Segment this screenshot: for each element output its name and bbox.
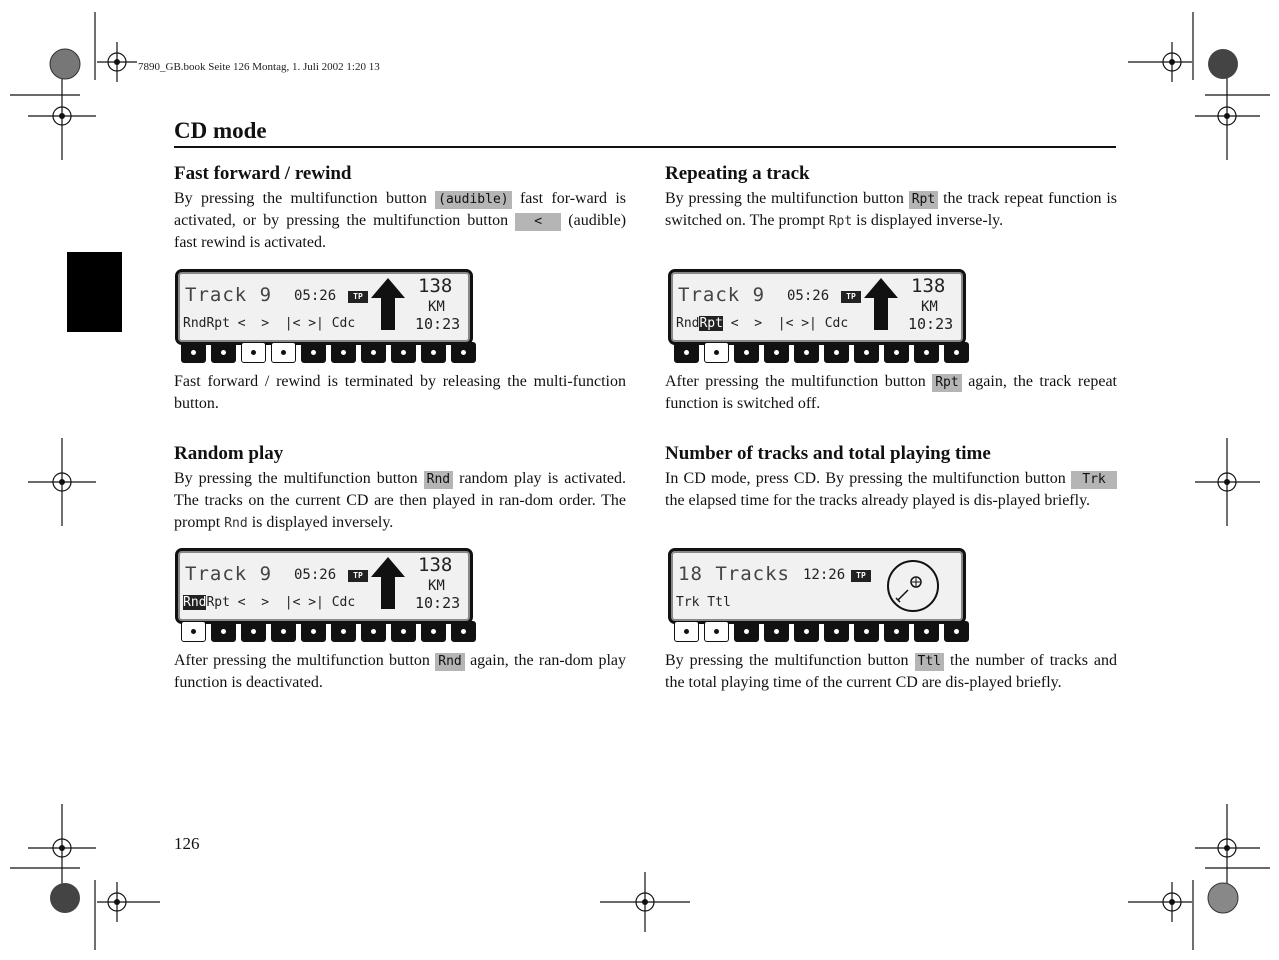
softkey (944, 621, 969, 642)
softkey (361, 621, 386, 642)
thumb-index-tab (67, 252, 122, 332)
softkey (301, 621, 326, 642)
display-line1: Track 9 (185, 284, 273, 306)
softkey (764, 342, 789, 363)
softkey-row-ff (181, 342, 476, 364)
softkey-active (181, 621, 206, 642)
section-rpt-note (665, 371, 1117, 415)
softkey (944, 342, 969, 363)
radio-display-trk (668, 548, 966, 624)
tp-badge: TP (348, 291, 368, 303)
section-body: After pressing the multifunction button Rnd again, the ran-dom play function is deactivated. (174, 652, 627, 691)
softkey (421, 621, 446, 642)
softkey (674, 342, 699, 363)
softkey (764, 621, 789, 642)
display-line1: Track 9 (678, 284, 766, 306)
navigation-arrow-icon (371, 278, 405, 330)
section-title: Number of tracks and total playing time (665, 443, 991, 464)
rewind-button-label: < (515, 213, 561, 231)
distance-value: 138 (418, 554, 453, 576)
navigation-arrow-icon (864, 278, 898, 330)
radio-display-rnd (175, 548, 473, 624)
softkey (734, 342, 759, 363)
softkey-active (271, 342, 296, 363)
radio-display-ff (175, 269, 473, 345)
softkey-row-trk (674, 621, 969, 643)
tp-badge: TP (841, 291, 861, 303)
softkey (451, 621, 476, 642)
softkey (331, 342, 356, 363)
rnd-button-label: Rnd (424, 471, 453, 489)
softkey (794, 342, 819, 363)
softkey (451, 342, 476, 363)
navigation-arrow-icon (371, 557, 405, 609)
tp-badge: TP (851, 570, 871, 582)
rpt-button-label: Rpt (909, 191, 938, 209)
distance-unit: KM (428, 299, 445, 315)
page-number: 126 (174, 834, 200, 853)
softkey (854, 342, 879, 363)
display-clock: 10:23 (415, 315, 461, 333)
distance-unit: KM (428, 578, 445, 594)
display-line1: Track 9 (185, 563, 273, 585)
section-title: Repeating a track (665, 163, 810, 184)
softkey-active (674, 621, 699, 642)
display-time: 05:26 (787, 288, 830, 304)
display-line1: 18 Tracks (678, 563, 790, 585)
rpt-button-label: Rpt (932, 374, 961, 392)
softkey (241, 621, 266, 642)
softkey-row-rnd (181, 621, 476, 643)
softkey (271, 621, 296, 642)
section-rnd-note (174, 650, 626, 694)
section-trk-note (665, 650, 1117, 694)
display-line2: Trk Ttl (676, 595, 731, 610)
display-time: 05:26 (294, 288, 337, 304)
section-track-count (665, 442, 1117, 512)
softkey-active (704, 342, 729, 363)
forward-button-label: (audible) (435, 191, 511, 209)
softkey (824, 342, 849, 363)
distance-value: 138 (911, 275, 946, 297)
softkey (301, 342, 326, 363)
display-line2: RndRpt < > |< >| Cdc (183, 316, 356, 331)
softkey (181, 342, 206, 363)
chapter-rule (174, 146, 1116, 148)
softkey (211, 342, 236, 363)
softkey-active (241, 342, 266, 363)
section-body: After pressing the multifunction button Rpt again, the track repeat function is switched off. (665, 373, 1117, 412)
section-body: In CD mode, press CD. By pressing the multifunction button Trk the elapsed time for the tracks already played is dis-played briefly. (665, 468, 1117, 512)
softkey (794, 621, 819, 642)
softkey (734, 621, 759, 642)
trk-button-label: Trk (1071, 471, 1117, 489)
display-clock: 10:23 (908, 315, 954, 333)
softkey (421, 342, 446, 363)
softkey (884, 621, 909, 642)
display-time: 12:26 (803, 567, 846, 583)
display-clock: 10:23 (415, 594, 461, 612)
softkey (914, 621, 939, 642)
section-title: Fast forward / rewind (174, 163, 352, 184)
section-body: By pressing the multifunction button Rpt the track repeat function is switched on. The prompt Rpt is displayed inverse-ly. (665, 190, 1118, 229)
section-title: Random play (174, 443, 284, 464)
section-fast-forward (174, 162, 626, 254)
distance-value: 138 (418, 275, 453, 297)
rpt-prompt: Rpt (828, 214, 853, 229)
display-line2: RndRpt < > |< >| Cdc (183, 595, 356, 610)
section-random-play (174, 442, 626, 535)
rnd-button-label: Rnd (435, 653, 464, 671)
section-body: By pressing the multifunction button Rnd random play is activated. The tracks on the current CD are then played in ran-dom order. The prompt Rnd is displayed inversely. (174, 470, 627, 531)
softkey (914, 342, 939, 363)
section-body: By pressing the multifunction button (audible) fast for-ward is activated, or by pressing the multifunction button < (audible) fast rewind is activated. (174, 190, 627, 251)
softkey (361, 342, 386, 363)
display-time: 05:26 (294, 567, 337, 583)
softkey (884, 342, 909, 363)
section-body: Fast forward / rewind is terminated by releasing the multi-function button. (174, 373, 626, 412)
section-body: By pressing the multifunction button Ttl the number of tracks and the total playing time of the current CD are dis-played briefly. (665, 652, 1118, 691)
rnd-prompt: Rnd (224, 516, 248, 531)
softkey (824, 621, 849, 642)
softkey-active (704, 621, 729, 642)
tp-badge: TP (348, 570, 368, 582)
radio-display-rpt (668, 269, 966, 345)
cd-icon (884, 558, 942, 614)
softkey-row-rpt (674, 342, 969, 364)
print-header: 7890_GB.book Seite 126 Montag, 1. Juli 2002 1:20 13 (138, 61, 380, 73)
softkey (211, 621, 236, 642)
softkey (854, 621, 879, 642)
softkey (331, 621, 356, 642)
softkey (391, 342, 416, 363)
display-line2: RndRpt < > |< >| Cdc (676, 316, 849, 331)
section-ff-note (174, 371, 626, 415)
section-repeat-track (665, 162, 1117, 233)
ttl-button-label: Ttl (915, 653, 944, 671)
distance-unit: KM (921, 299, 938, 315)
chapter-title: CD mode (174, 118, 267, 143)
softkey (391, 621, 416, 642)
